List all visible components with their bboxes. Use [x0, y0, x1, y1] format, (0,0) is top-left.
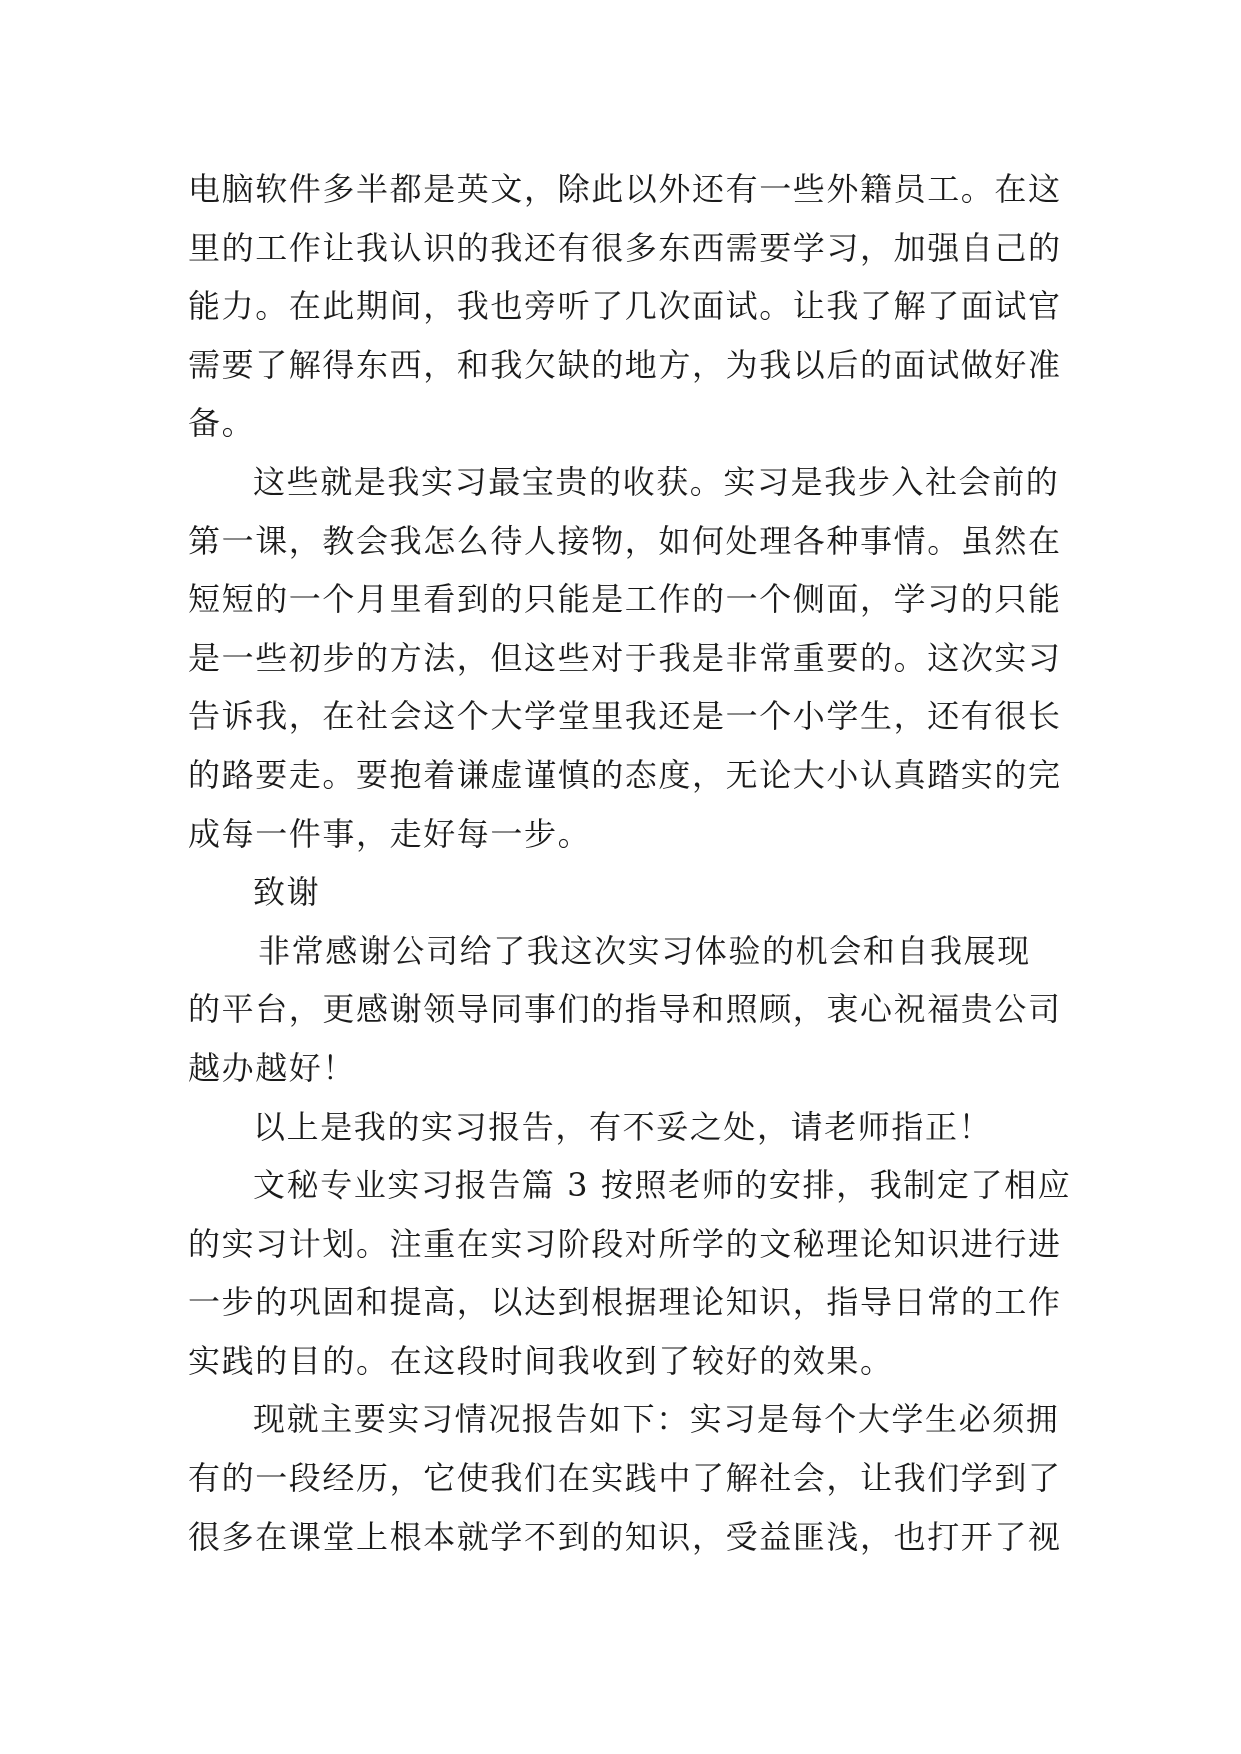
text-line: 一步的巩固和提高，以达到根据理论知识，指导日常的工作 [188, 1283, 1062, 1322]
text-line: 很多在课堂上根本就学不到的知识，受益匪浅，也打开了视 [188, 1517, 1062, 1556]
text-line: 越办越好！ [188, 1048, 357, 1087]
text-line: 第一课，教会我怎么待人接物，如何处理各种事情。虽然在 [188, 521, 1062, 560]
text-line: 能力。在此期间，我也旁听了几次面试。让我了解了面试官 [188, 287, 1062, 326]
text-line: 有的一段经历，它使我们在实践中了解社会，让我们学到了 [188, 1459, 1062, 1498]
text-line: 实践的目的。在这段时间我收到了较好的效果。 [188, 1341, 894, 1380]
text-line: 需要了解得东西，和我欠缺的地方，为我以后的面试做好准 [188, 345, 1062, 384]
paragraph-start-line: 现就主要实习情况报告如下：实习是每个大学生必须拥 [253, 1400, 1060, 1439]
text-line: 的平台，更感谢领导同事们的指导和照顾，衷心祝福贵公司 [188, 990, 1062, 1029]
paragraph-start-line: 以上是我的实习报告，有不妥之处，请老师指正！ [253, 1107, 993, 1146]
text-line: 电脑软件多半都是英文，除此以外还有一些外籍员工。在这 [188, 170, 1062, 208]
text-line: 成每一件事，走好每一步。 [188, 814, 592, 853]
paragraph-start-line: 非常感谢公司给了我这次实习体验的机会和自我展现 [258, 931, 1031, 970]
text-line: 备。 [188, 404, 256, 443]
text-line: 是一些初步的方法，但这些对于我是非常重要的。这次实习 [188, 638, 1062, 677]
paragraph-start-line: 文秘专业实习报告篇 3 按照老师的安排，我制定了相应 [253, 1166, 1072, 1205]
text-line: 告诉我，在社会这个大学堂里我还是一个小学生，还有很长 [188, 697, 1062, 736]
text-line: 的路要走。要抱着谦虚谨慎的态度，无论大小认真踏实的完 [188, 755, 1062, 794]
text-line: 短短的一个月里看到的只能是工作的一个侧面，学习的只能 [188, 580, 1062, 619]
text-line: 里的工作让我认识的我还有很多东西需要学习，加强自己的 [188, 228, 1062, 267]
body-text [188, 160, 1072, 1566]
paragraph-start-line: 这些就是我实习最宝贵的收获。实习是我步入社会前的 [253, 462, 1060, 501]
text-line: 的实习计划。注重在实习阶段对所学的文秘理论知识进行进 [188, 1224, 1062, 1263]
section-heading: 致谢 [253, 873, 321, 912]
